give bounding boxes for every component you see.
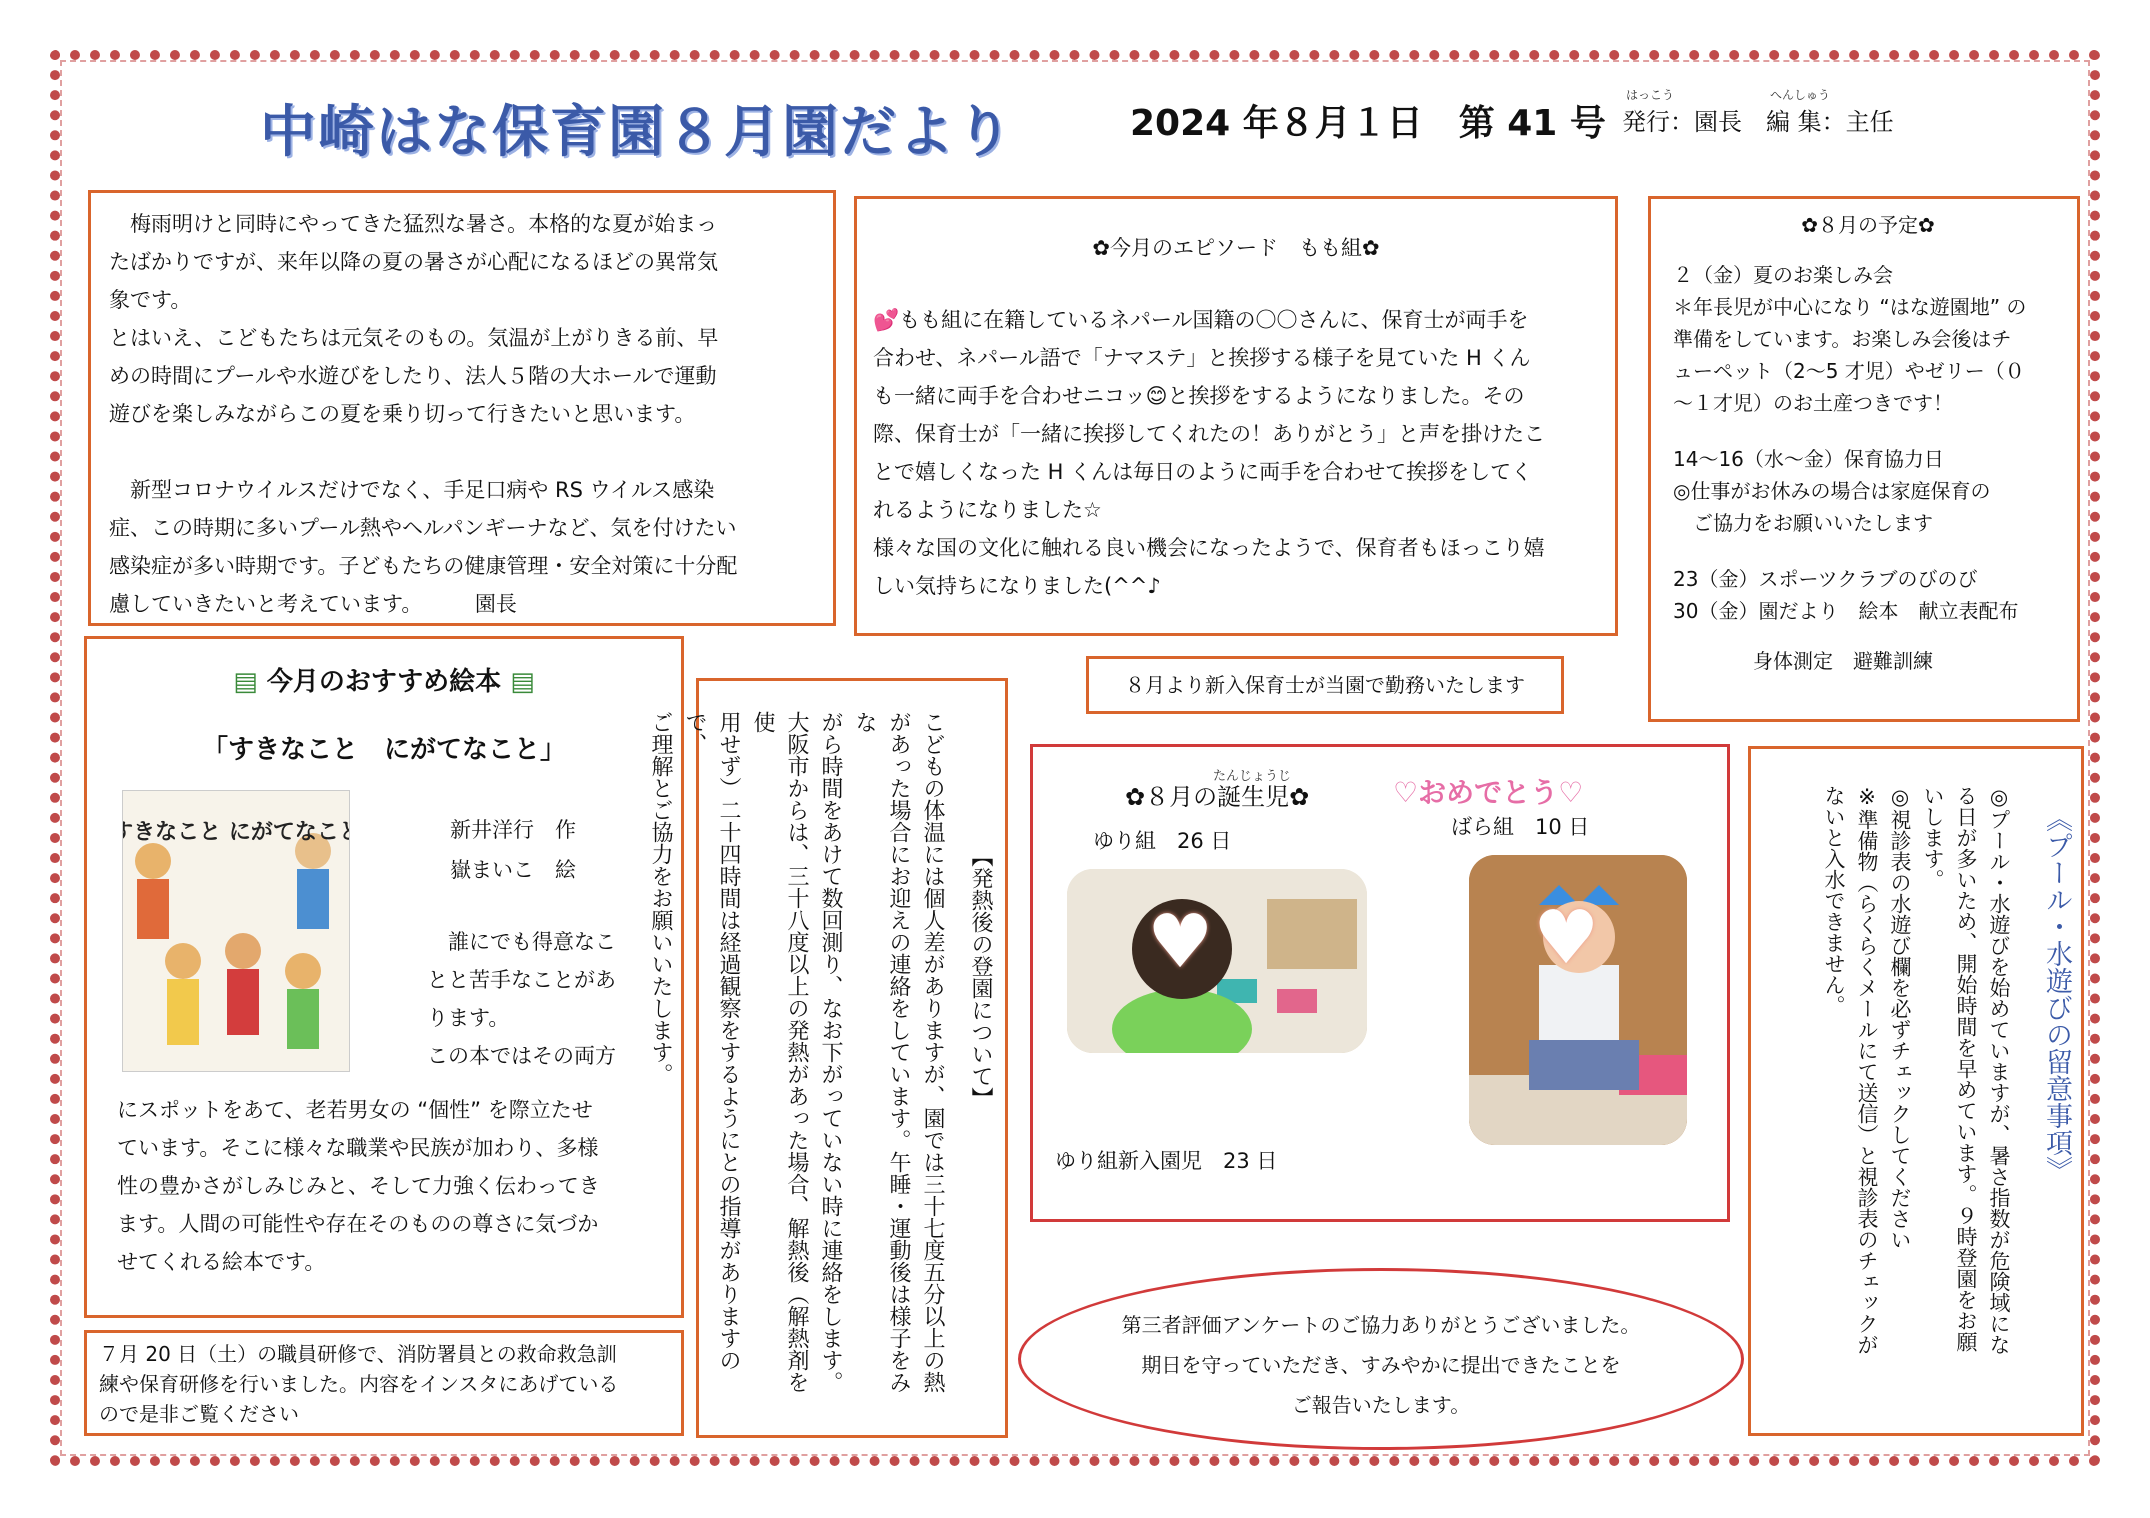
book-description xyxy=(117,1091,600,1281)
survey-line: 第三者評価アンケートのご協力ありがとうございました。 xyxy=(1121,1313,1641,1337)
ruby-henshuu: へんしゅう xyxy=(1770,88,1831,102)
yuri-child-photo xyxy=(1067,869,1367,1053)
new-staff-notice: ８月より新入保育士が当園で勤務いたします xyxy=(1086,656,1564,714)
birthday-box xyxy=(1030,744,1730,1222)
fever-line: ご理解とご協力をお願いいたします。 xyxy=(648,711,673,1085)
survey-text xyxy=(1021,1305,1741,1425)
yuri-birthday: ゆり組 26 日 xyxy=(1093,829,1232,853)
staff-credits: 発行：園長 編 集：主任 xyxy=(1622,108,1894,136)
fever-box xyxy=(648,678,1008,1438)
training-line: ので是非ご覧ください xyxy=(99,1402,299,1426)
pool-body xyxy=(1817,785,2015,1425)
fever-title: 【発熱後の登園について】 xyxy=(968,845,993,1109)
schedule-line: ご協力をお願いいたします xyxy=(1673,511,1933,535)
greeting-box xyxy=(88,190,836,626)
training-line: 練や保育研修を行いました。内容をインスタにあげている xyxy=(99,1372,619,1396)
schedule-line: 身体測定 避難訓練 xyxy=(1673,649,1933,673)
book-line: ています。そこに様々な職業や民族が加わり、多様 xyxy=(117,1136,599,1160)
book-line: にスポットをあて、老若男女の “個性” を際立たせ xyxy=(117,1098,593,1122)
fever-body xyxy=(643,711,949,1411)
pool-line: ※準備物（らくらくメールにて送信）と視診表のチェックが xyxy=(1855,785,1879,1355)
fever-line: 大阪市からは、三十八度以上の発熱があった場合、解熱後（解熱剤を使 xyxy=(750,711,809,1393)
schedule-line xyxy=(1673,419,2063,443)
pool-box xyxy=(1748,746,2084,1436)
greeting-line: 症、この時期に多いプール熱やヘルパンギーナなど、気を付けたい xyxy=(109,516,737,540)
schedule-line: 準備をしています。お楽しみ会後はチ xyxy=(1673,327,2012,351)
schedule-line: ＊年長児が中心になり “はな遊園地” の xyxy=(1673,295,2027,319)
book-illustrator: 嶽まいこ 絵 xyxy=(450,858,576,882)
episode-line: 合わせ、ネパール語で「ナマステ」と挨拶する様子を見ていた H くん xyxy=(873,346,1531,370)
pool-line: いします。 xyxy=(1921,785,1945,890)
picture-book-title xyxy=(87,663,681,701)
book-side-line: この本ではその両方 xyxy=(427,1044,616,1068)
survey-oval xyxy=(1018,1268,1744,1450)
greeting-line: めの時間にプールや水遊びをしたり、法人５階の大ホールで運動 xyxy=(109,364,717,388)
book-side-text xyxy=(427,923,616,1075)
episode-title: ✿今月のエピソード もも組✿ xyxy=(1092,236,1380,260)
book-side-line: ります。 xyxy=(427,1006,510,1030)
book-author: 新井洋行 作 xyxy=(450,818,576,842)
schedule-line xyxy=(1673,539,2063,563)
greeting-line: 象です。 xyxy=(109,288,192,312)
bara-child-photo xyxy=(1469,855,1687,1145)
book-line: ます。人間の可能性や存在そのものの尊さに気づか xyxy=(117,1212,599,1236)
pool-line: る日が多いため、開始時間を早めています。９時登園をお願 xyxy=(1954,785,1978,1352)
greeting-line: とはいえ、こどもたちは元気そのもの。気温が上がりきる前、早 xyxy=(109,326,719,350)
fever-line: こどもの体温には個人差がありますが、園では三十七度五分以上の熱 xyxy=(920,711,945,1393)
episode-line: とで嬉しくなった H くんは毎日のように両手を合わせて挨拶をしてく xyxy=(873,460,1533,484)
newsletter-title: 中崎はな保育園８月園だより xyxy=(260,100,1014,165)
books-icon: ▤ xyxy=(510,667,535,697)
pool-line: ◎視診表の水遊び欄を必ずチェックしてください xyxy=(1888,785,1912,1250)
schedule-line: 14～16（水～金）保育協力日 xyxy=(1673,447,1944,471)
schedule-line: 30（金）園だより 絵本 献立表配布 xyxy=(1673,599,2019,623)
books-icon: ▤ xyxy=(233,667,258,697)
schedule-line: ２（金）夏のお楽しみ会 xyxy=(1673,263,1893,287)
schedule-box xyxy=(1648,196,2080,722)
book-line: せてくれる絵本です。 xyxy=(117,1250,326,1274)
pool-title: 《プール・水遊びの留意事項》 xyxy=(2041,805,2072,1183)
book-line: 性の豊かさがしみじみと、そして力強く伝わってき xyxy=(117,1174,600,1198)
greeting-line xyxy=(109,433,815,471)
greeting-line: 梅雨明けと同時にやってきた猛烈な暑さ。本格的な夏が始まっ xyxy=(109,212,718,236)
ruby-text: たんじょうじ xyxy=(1213,769,1292,784)
issue-date: 2024 年８月１日 第 41 号 xyxy=(1130,103,1606,144)
greeting-line: 新型コロナウイルスだけでなく、手足口病や RS ウイルス感染 xyxy=(109,478,715,502)
episode-line: しい気持ちになりました(^^♪ xyxy=(873,574,1161,598)
schedule-line xyxy=(1673,627,2063,645)
fever-line: がら時間をあけて数回測り、なお下がっていない時に連絡をします。 xyxy=(818,711,843,1393)
book-side-line: とと苦手なことがあ xyxy=(427,968,616,992)
episode-line: 様々な国の文化に触れる良い機会になったようで、保育者もほっこり嬉 xyxy=(873,536,1545,560)
survey-line: 期日を守っていただき、すみやかに提出できたことを xyxy=(1141,1353,1621,1377)
training-box xyxy=(84,1330,684,1436)
ruby-hakkou: はっこう xyxy=(1626,88,1675,102)
training-line: ７月 20 日（土）の職員研修で、消防署員との救命救急訓 xyxy=(99,1342,617,1366)
fever-line: 用せず）二十四時間は経過観察をするようにとの指導がありますので、 xyxy=(682,711,741,1371)
greeting-line: 感染症が多い時期です。子どもたちの健康管理・安全対策に十分配 xyxy=(109,554,738,578)
episode-box xyxy=(854,196,1618,636)
episode-line: 際、保育士が「一緒に挨拶してくれたの！ありがとう」と声を掛けたこ xyxy=(873,422,1545,446)
birthday-title: ✿８月の誕生児✿ xyxy=(1125,783,1310,811)
pool-line: ◎プール・水遊びを始めていますが、暑さ指数が危険域にな xyxy=(1987,785,2011,1355)
schedule-line: ◎仕事がお休みの場合は家庭保育の xyxy=(1673,479,1991,503)
picture-book-title-text: 今月のおすすめ絵本 xyxy=(266,667,502,697)
fever-line: があった場合にお迎えの連絡をしています。午睡・運動後は様子をみな xyxy=(852,711,911,1393)
heart-icon: ♥ xyxy=(1533,895,1600,981)
book-cover-title: すきなこと にがてなこと xyxy=(123,820,349,845)
congrats-heading: ♡おめでとう♡ xyxy=(1393,776,1584,809)
schedule-line: 23（金）スポーツクラブのびのび xyxy=(1673,567,1978,591)
schedule-title: ✿８月の予定✿ xyxy=(1801,213,1935,237)
greeting-line: たばかりですが、来年以降の夏の暑さが心配になるほどの異常気 xyxy=(109,250,718,274)
book-cover-image xyxy=(122,790,350,1072)
survey-line: ご報告いたします。 xyxy=(1291,1393,1471,1417)
episode-line: れるようになりました☆ xyxy=(873,498,1102,522)
greeting-line: 遊びを楽しみながらこの夏を乗り切って行きたいと思います。 xyxy=(109,402,696,426)
episode-line: 💕もも組に在籍しているネパール国籍の〇〇さんに、保育士が両手を xyxy=(873,308,1529,332)
episode-line: も一緒に両手を合わせニコッ😊と挨拶をするようになりました。その xyxy=(873,384,1525,408)
book-side-line: 誰にでも得意なこ xyxy=(427,930,616,954)
greeting-line: 慮していきたいと考えています。 園長 xyxy=(109,592,517,616)
schedule-line: ューペット（2～5 才児）やゼリー（０ xyxy=(1673,359,2025,383)
yuri-new-child: ゆり組新入園児 23 日 xyxy=(1055,1149,1278,1173)
bara-birthday: ばら組 10 日 xyxy=(1451,815,1590,839)
heart-icon: ♥ xyxy=(1147,899,1214,985)
schedule-line: ～１才児）のお土産つきです！ xyxy=(1673,391,1953,415)
book-title: 「すきなこと にがてなこと」 xyxy=(201,735,566,765)
pool-line: ないと入水できません。 xyxy=(1822,785,1846,1016)
